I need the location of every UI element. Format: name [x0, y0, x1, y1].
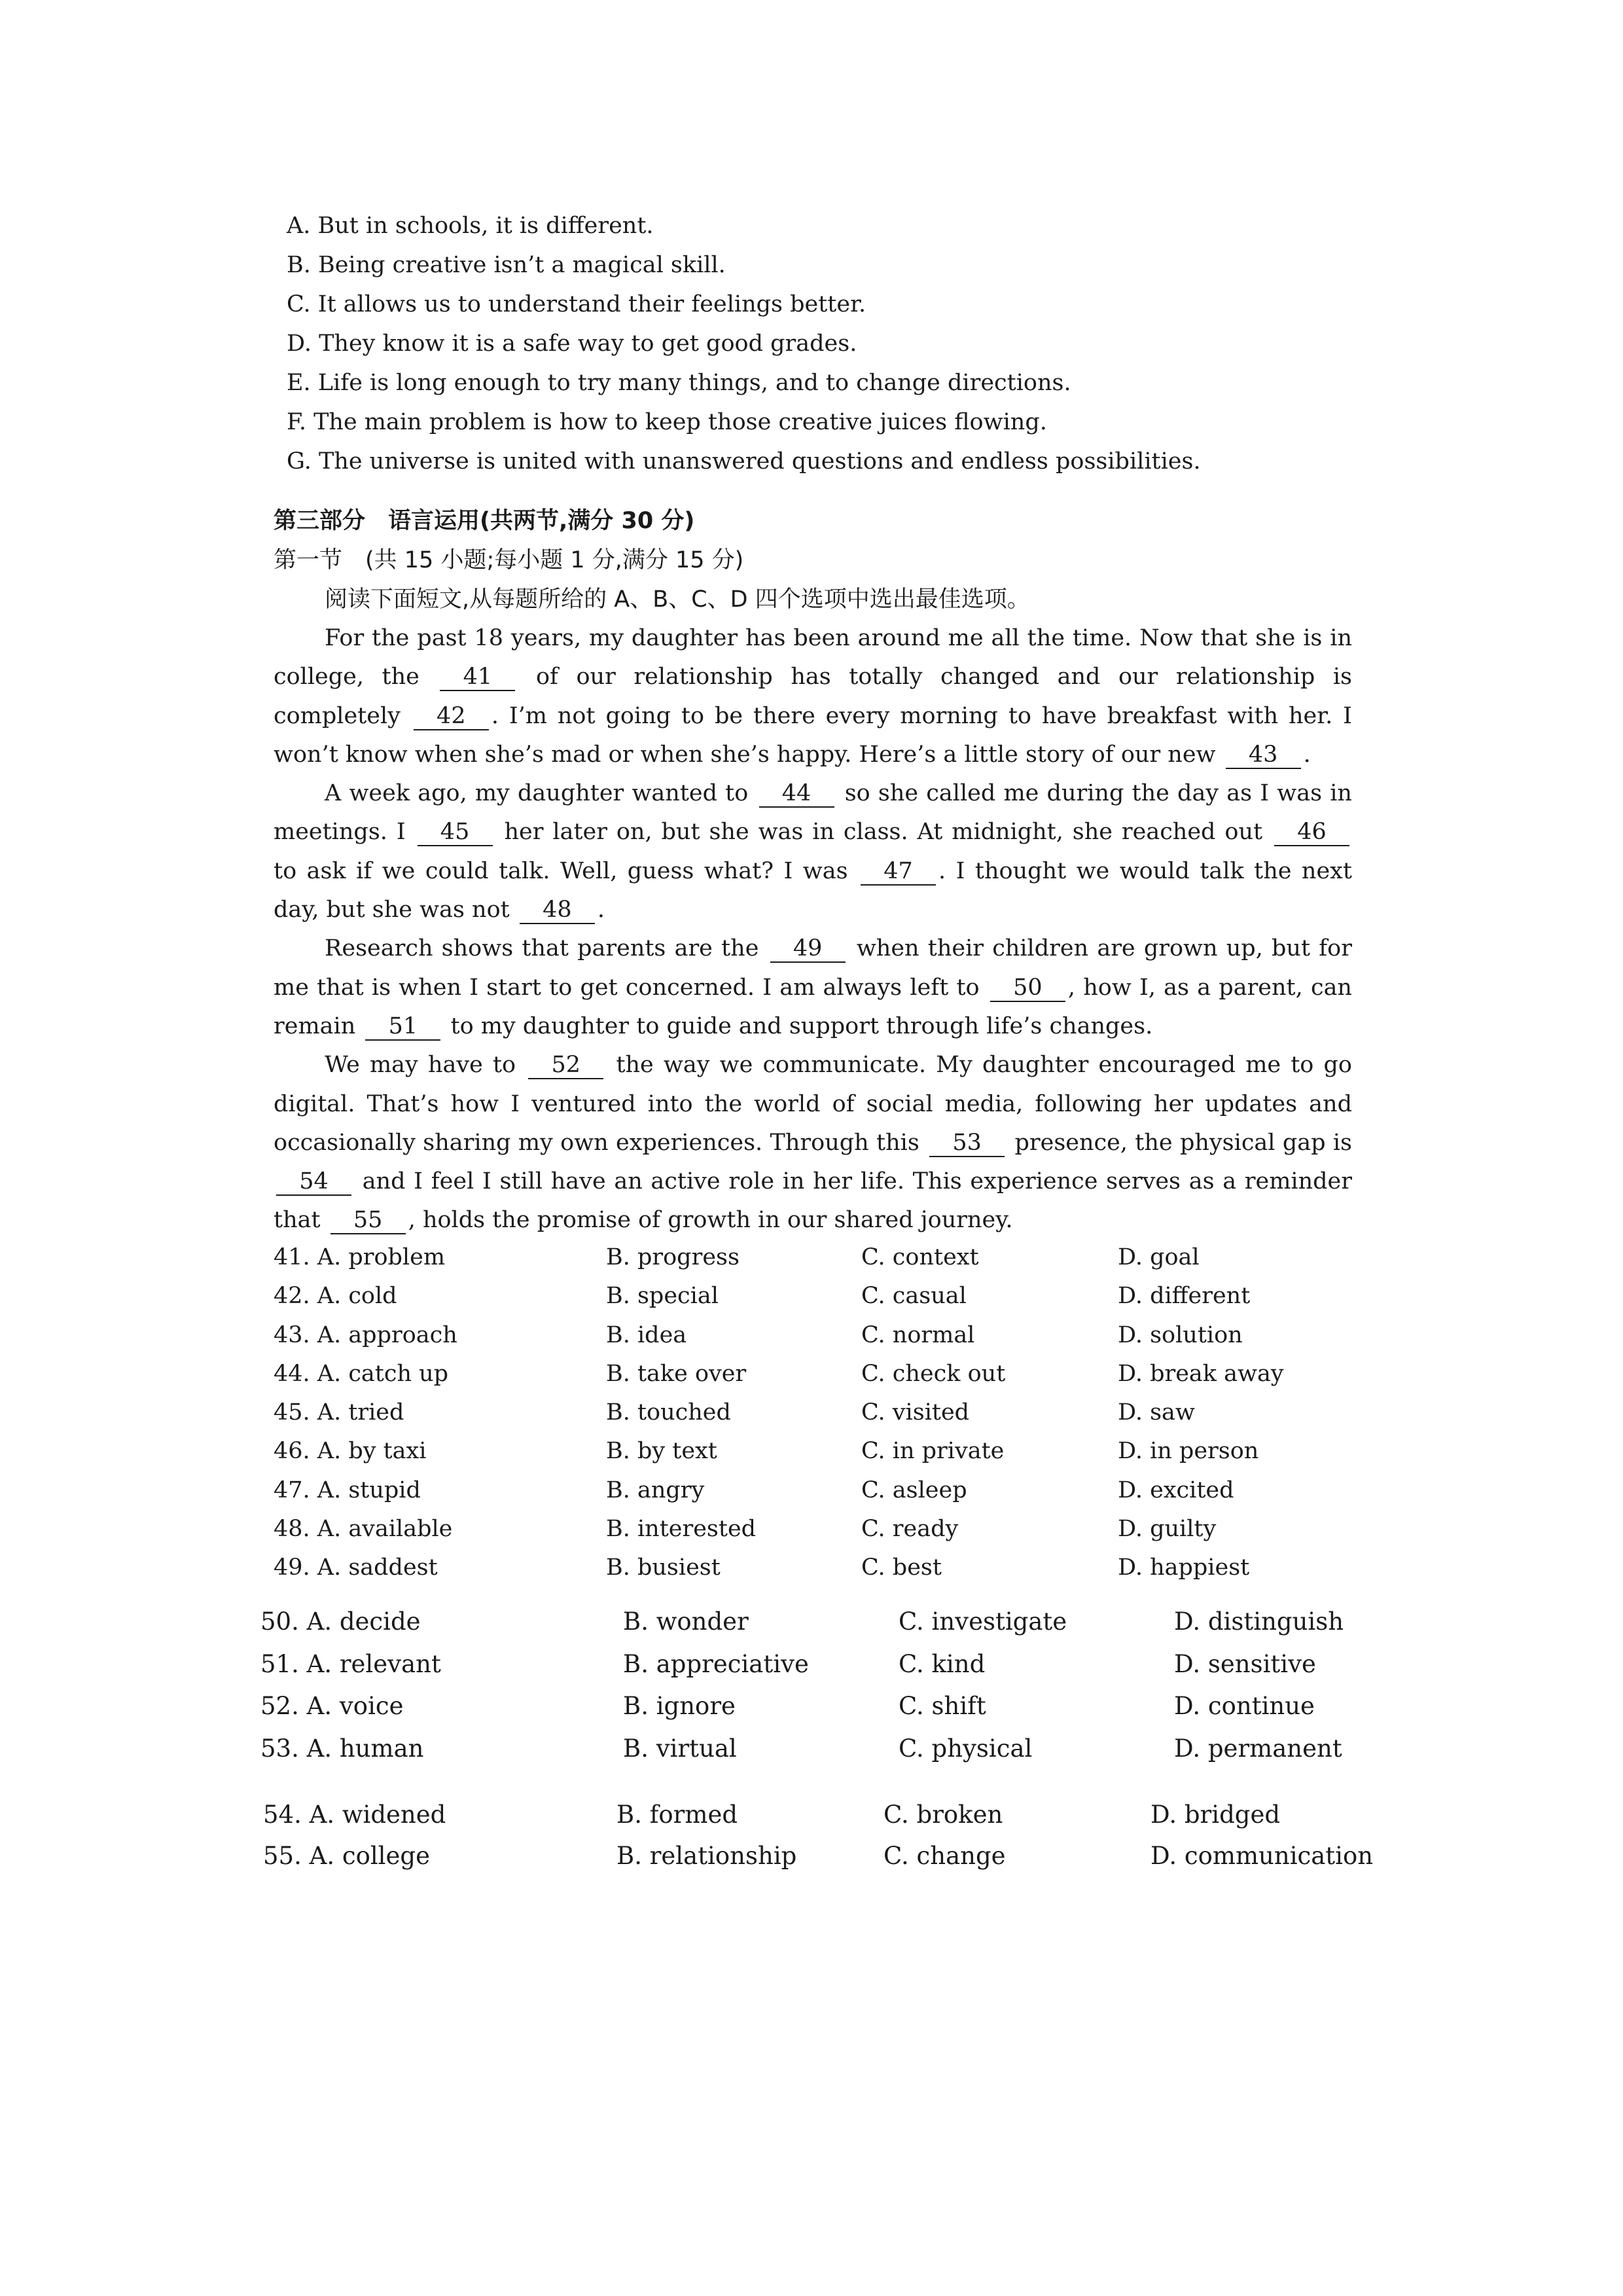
answer-row-41 [274, 1238, 1386, 1277]
choice-c: C. ready [861, 1516, 959, 1543]
choice-c: C. change [883, 1842, 1006, 1870]
choice-a: 43. A. approach [274, 1321, 457, 1348]
choice-a: 49. A. saddest [274, 1554, 438, 1581]
blank-49: 49 [770, 935, 846, 963]
choice-d: D. communication [1150, 1842, 1374, 1870]
section-subheading: 第一节 (共 15 小题;每小题 1 分,满分 15 分) [274, 547, 744, 573]
option-f: F. The main problem is how to keep those creative juices flowing. [287, 409, 1047, 435]
p2-text-3: her later on, but she was in class. At midnight, she reached out [504, 819, 1263, 846]
paragraph-4 [274, 1046, 1352, 1240]
choice-c: C. context [861, 1244, 979, 1270]
p2-text-6: . [597, 897, 605, 924]
blank-54: 54 [276, 1168, 351, 1196]
blank-48: 48 [520, 897, 595, 924]
choice-c: C. normal [861, 1321, 975, 1348]
choice-b: B. ignore [623, 1692, 736, 1720]
answer-choices-54-55 [263, 1794, 1408, 1876]
answer-row-52 [260, 1685, 1373, 1728]
choice-a: 55. A. college [263, 1842, 430, 1870]
choice-d: D. happiest [1118, 1554, 1250, 1581]
p4-text-1: We may have to [325, 1052, 516, 1079]
choice-b: B. formed [616, 1801, 738, 1829]
answer-row-54 [263, 1794, 1408, 1835]
answer-row-44 [274, 1355, 1386, 1393]
choice-d: D. solution [1118, 1321, 1243, 1348]
choice-a: 41. A. problem [274, 1244, 446, 1270]
choice-a: 52. A. voice [260, 1692, 404, 1720]
choice-d: D. in person [1118, 1438, 1259, 1465]
cloze-passage [274, 619, 1352, 1240]
p1-text-1: For the past 18 years, my daughter has been around me all the time. Now that she is in college, the [274, 625, 1352, 691]
choice-a: 53. A. human [260, 1734, 424, 1763]
blank-55: 55 [330, 1207, 406, 1234]
blank-42: 42 [414, 703, 489, 730]
option-g: G. The universe is united with unanswered questions and endless possibilities. [287, 448, 1201, 475]
section-directions: 阅读下面短文,从每题所给的 A、B、C、D 四个选项中选出最佳选项。 [325, 586, 1030, 613]
choice-c: C. visited [861, 1399, 970, 1426]
p2-text-1: A week ago, my daughter wanted to [325, 780, 749, 807]
option-e: E. Life is long enough to try many things, and to change directions. [287, 370, 1071, 396]
p1-text-3: . I’m not going to be there every morning to have breakfast with her. I won’t know when she’s mad or when she’s happy. Here’s a little story of our new [274, 702, 1352, 768]
blank-51: 51 [365, 1013, 440, 1041]
sentence-options-list [287, 206, 1399, 481]
p3-text-4: to my daughter to guide and support through life’s changes. [450, 1013, 1153, 1039]
choice-a: 47. A. stupid [274, 1477, 421, 1503]
answer-row-42 [274, 1277, 1386, 1316]
p4-text-2: the way we communicate. My daughter encouraged me to go digital. That’s how I ventured into the world of social media, following her updates and occasionally sharing my own experiences. Through this [274, 1052, 1352, 1156]
p2-text-4: to ask if we could talk. Well, guess what? I was [274, 857, 848, 884]
answer-row-47 [274, 1471, 1386, 1510]
blank-52: 52 [528, 1052, 603, 1079]
blank-45: 45 [418, 819, 493, 846]
choice-c: C. best [861, 1554, 942, 1581]
choice-c: C. physical [899, 1734, 1033, 1763]
choice-b: B. progress [606, 1244, 740, 1270]
choice-d: D. distinguish [1174, 1607, 1344, 1636]
answer-choices-41-49 [274, 1238, 1386, 1588]
choice-c: C. in private [861, 1438, 1005, 1465]
answer-row-43 [274, 1316, 1386, 1355]
choice-b: B. idea [606, 1321, 687, 1348]
choice-c: C. shift [899, 1692, 986, 1720]
blank-44: 44 [759, 780, 834, 808]
choice-b: B. special [606, 1283, 719, 1310]
p2-text-5: . I thought we would talk the next day, but she was not [274, 857, 1352, 924]
p2-text-2: so she called me during the day as I was in meetings. I [274, 780, 1352, 846]
choice-d: D. bridged [1150, 1801, 1281, 1829]
choice-c: C. check out [861, 1360, 1006, 1387]
answer-choices-50-53 [260, 1601, 1373, 1770]
choice-a: 46. A. by taxi [274, 1438, 427, 1465]
choice-b: B. virtual [623, 1734, 737, 1763]
choice-d: D. continue [1174, 1692, 1315, 1720]
choice-a: 45. A. tried [274, 1399, 404, 1426]
answer-row-55 [263, 1835, 1408, 1876]
blank-41: 41 [440, 664, 515, 691]
paragraph-3 [274, 929, 1352, 1046]
option-a: A. But in schools, it is different. [287, 213, 654, 239]
option-b: B. Being creative isn’t a magical skill. [287, 252, 726, 278]
paragraph-1 [274, 619, 1352, 774]
section-heading: 第三部分 语言运用(共两节,满分 30 分) [274, 508, 695, 534]
choice-c: C. investigate [899, 1607, 1067, 1636]
choice-a: 50. A. decide [260, 1607, 421, 1636]
choice-b: B. busiest [606, 1554, 721, 1581]
answer-row-50 [260, 1601, 1373, 1643]
choice-a: 51. A. relevant [260, 1649, 441, 1678]
choice-d: D. excited [1118, 1477, 1234, 1503]
answer-row-51 [260, 1643, 1373, 1686]
p3-text-2: when their children are grown up, but for me that is when I start to get concerned. I am always left to [274, 935, 1352, 1001]
p4-text-5: , holds the promise of growth in our shared journey. [408, 1207, 1013, 1234]
answer-row-49 [274, 1549, 1386, 1587]
choice-a: 42. A. cold [274, 1283, 397, 1310]
choice-d: D. sensitive [1174, 1649, 1316, 1678]
choice-b: B. touched [606, 1399, 731, 1426]
p1-text-4: . [1303, 741, 1311, 768]
choice-d: D. different [1118, 1283, 1251, 1310]
choice-d: D. permanent [1174, 1734, 1342, 1763]
p3-text-1: Research shows that parents are the [325, 935, 759, 962]
blank-47: 47 [861, 858, 936, 886]
choice-d: D. guilty [1118, 1516, 1217, 1543]
blank-46: 46 [1274, 819, 1349, 846]
choice-b: B. interested [606, 1516, 757, 1543]
choice-b: B. take over [606, 1360, 747, 1387]
answer-row-45 [274, 1393, 1386, 1432]
option-d: D. They know it is a safe way to get good grades. [287, 331, 857, 357]
choice-d: D. goal [1118, 1244, 1200, 1270]
choice-b: B. wonder [623, 1607, 749, 1636]
option-c: C. It allows us to understand their feelings better. [287, 291, 866, 317]
choice-c: C. asleep [861, 1477, 967, 1503]
p4-text-4: and I feel I still have an active role in her life. This experience serves as a reminder that [274, 1168, 1352, 1234]
answer-row-46 [274, 1432, 1386, 1471]
choice-b: B. appreciative [623, 1649, 809, 1678]
p3-text-3: , how I, as a parent, can remain [274, 974, 1352, 1039]
choice-a: 48. A. available [274, 1516, 453, 1543]
choice-d: D. saw [1118, 1399, 1195, 1426]
choice-c: C. casual [861, 1283, 967, 1310]
choice-b: B. by text [606, 1438, 717, 1465]
blank-53: 53 [929, 1130, 1005, 1157]
answer-row-53 [260, 1728, 1373, 1770]
p1-text-2: of our relationship has totally changed and our relationship is completely [274, 664, 1352, 729]
choice-c: C. broken [883, 1801, 1003, 1829]
blank-50: 50 [990, 975, 1065, 1002]
blank-43: 43 [1226, 742, 1301, 769]
choice-c: C. kind [899, 1649, 986, 1678]
choice-a: 54. A. widened [263, 1801, 446, 1829]
choice-b: B. angry [606, 1477, 705, 1503]
p4-text-3: presence, the physical gap is [1014, 1129, 1352, 1156]
answer-row-48 [274, 1510, 1386, 1549]
choice-a: 44. A. catch up [274, 1360, 449, 1387]
choice-d: D. break away [1118, 1360, 1284, 1387]
choice-b: B. relationship [616, 1842, 797, 1870]
paragraph-2 [274, 774, 1352, 929]
